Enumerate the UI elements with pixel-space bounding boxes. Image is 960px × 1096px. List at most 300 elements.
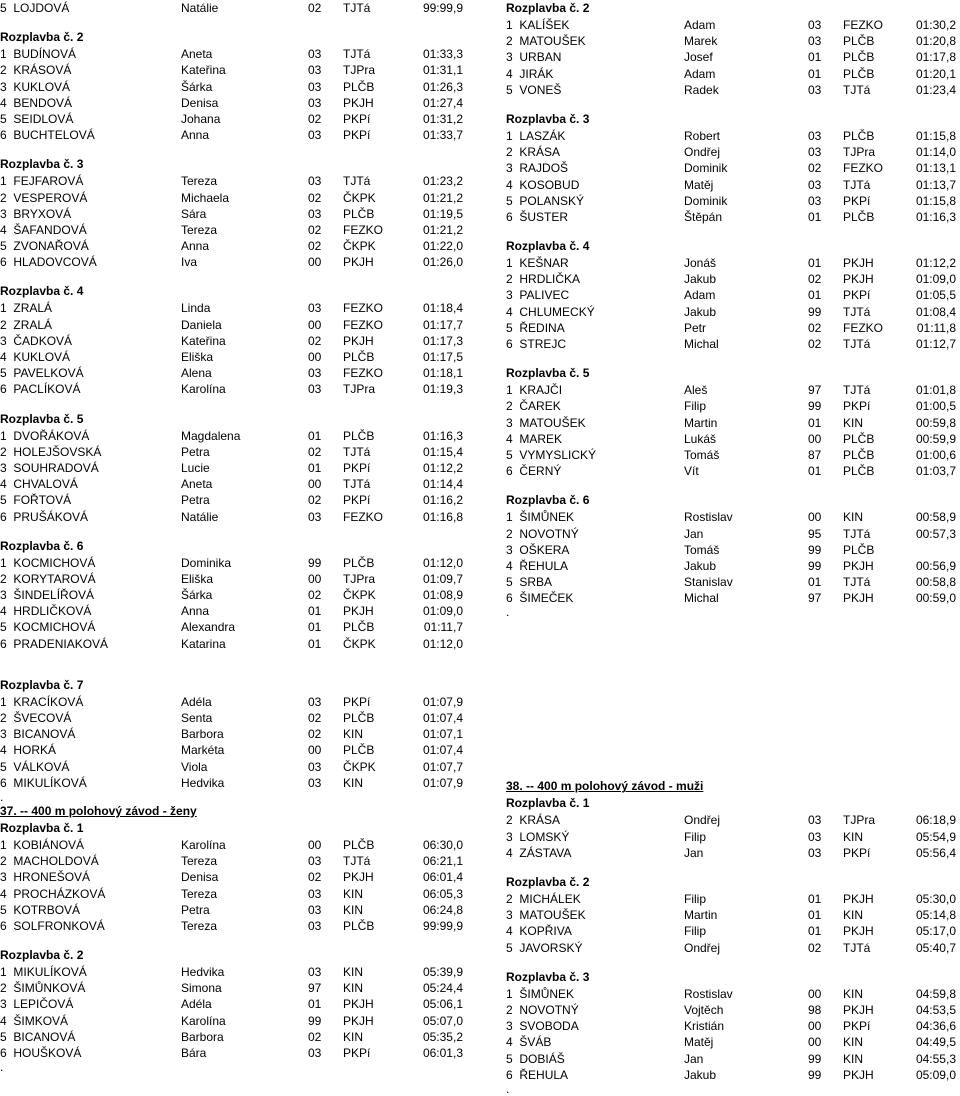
lane: 3 [506,288,513,303]
first-name: Ondřej [684,940,721,955]
separator-dot: . [0,1060,4,1075]
lane: 2 [0,190,7,205]
lane: 5 [0,493,7,508]
birth-year: 03 [808,18,822,32]
surname: LOJDOVÁ [13,1,70,15]
time: 05:39,9 [422,965,463,980]
lane-and-surname [0,333,72,349]
first-name: Filip [684,892,707,906]
heat-block [0,803,475,934]
club: PKJH [843,892,874,906]
time: 00:56,9 [915,558,956,573]
time: 01:05,5 [915,288,956,303]
club: PKPí [843,845,871,860]
lane: 3 [0,460,7,475]
surname: ZRALÁ [13,317,53,332]
result-row [506,907,956,923]
first-name: Jakub [684,304,717,319]
time: 05:54,9 [915,829,956,844]
birth-year: 01 [808,209,822,224]
result-row [506,209,956,225]
time: 00:57,3 [915,526,956,541]
surname: KALÍŠEK [519,18,570,32]
birth-year: 99 [808,542,822,557]
birth-year: 03 [308,902,322,917]
lane-and-surname [506,320,565,336]
lane: 2 [0,571,7,586]
result-row [0,710,475,726]
lane: 1 [0,837,7,852]
surname: ŠIMŮNKOVÁ [13,981,86,996]
result-row [506,128,956,144]
heat-block [0,156,475,270]
birth-year: 01 [808,66,822,81]
lane-and-surname [0,636,108,652]
surname: KRÁSA [519,145,561,160]
club: PLČB [843,34,875,49]
lane: 1 [0,428,7,443]
birth-year: 03 [808,813,822,828]
lane-and-surname [506,526,579,542]
club: ČKPK [343,190,376,205]
birth-year: 02 [308,239,322,254]
club: PLČB [343,555,375,570]
birth-year: 00 [308,477,322,492]
first-name: Jan [684,845,704,860]
lane: 1 [0,301,7,316]
club: PLČB [343,206,375,221]
birth-year: 02 [308,727,322,742]
time: 01:18,1 [422,366,463,381]
first-name: Bára [181,1046,207,1060]
result-row [506,17,956,33]
time: 01:17,5 [422,350,463,364]
lane-and-surname [506,382,562,398]
club: PLČB [343,350,375,364]
surname: JIRÁK [519,66,554,81]
lane-and-surname [506,1018,579,1034]
lane-and-surname [0,694,83,710]
heat-block [506,365,956,479]
club: ČKPK [343,759,376,774]
club: KIN [343,902,364,917]
club: KIN [343,1029,364,1044]
time: 05:09,0 [915,1067,956,1082]
club: PLČB [843,128,875,143]
lane-and-surname [506,398,561,414]
time: 01:16,3 [915,209,956,224]
club: PKJH [843,256,874,271]
time: 06:30,0 [422,837,463,852]
lane-and-surname [506,209,568,225]
lane-and-surname [0,444,101,460]
lane: 1 [0,174,7,189]
result-row [0,571,475,587]
lane: 1 [0,555,7,570]
lane: 2 [506,526,513,541]
club: TJPra [343,382,376,397]
surname: CHLUMECKÝ [519,304,595,319]
birth-year: 00 [308,350,322,364]
surname: BICANOVÁ [13,727,76,742]
first-name: Senta [181,711,213,725]
surname: NOVOTNÝ [519,526,579,541]
birth-year: 02 [808,320,822,335]
lane: 3 [0,870,7,885]
lane: 3 [0,333,7,348]
first-name: Anna [181,239,210,254]
first-name: Jonáš [684,256,717,271]
birth-year: 00 [808,431,822,446]
lane-and-surname [506,431,562,447]
result-row [506,447,956,463]
lane-and-surname [0,571,96,587]
result-row [506,845,956,861]
first-name: Rostislav [684,510,733,525]
first-name: Viola [181,759,208,774]
time: 01:12,7 [915,337,956,351]
lane-and-surname [0,79,70,95]
lane: 4 [0,350,7,364]
lane: 6 [0,382,7,397]
surname: KRÁSOVÁ [13,63,72,78]
club: TJTá [343,1,371,15]
lane: 4 [0,886,7,901]
time: 05:06,1 [422,997,463,1012]
lane: 6 [0,918,7,933]
surname: KUKLOVÁ [13,79,71,94]
surname: POLANSKÝ [519,193,585,208]
first-name: Denisa [181,95,219,110]
result-row [506,812,956,828]
first-name: Rostislav [684,986,733,1001]
lane-and-surname [0,555,95,571]
result-row [0,317,475,333]
birth-year: 01 [808,464,822,479]
time: 01:19,5 [422,206,463,221]
birth-year: 03 [308,382,322,397]
lane: 5 [0,1029,7,1044]
lane: 3 [0,997,7,1012]
time: 05:24,4 [422,981,463,996]
club: PKJH [843,1067,874,1082]
result-row [506,177,956,193]
birth-year: 01 [308,620,322,635]
lane: 4 [0,95,7,110]
surname: ČERNÝ [519,464,562,479]
club: PKJH [343,870,374,885]
birth-year: 03 [308,366,322,381]
time: 01:31,2 [422,111,463,126]
first-name: Adéla [181,694,212,709]
lane: 3 [506,829,513,844]
result-row [0,254,475,270]
first-name: Šárka [181,79,213,94]
first-name: Josef [684,50,713,65]
club: FEZKO [343,366,384,381]
heat-block [0,283,475,397]
result-row [506,33,956,49]
time: 00:59,9 [915,431,956,446]
lane: 3 [0,206,7,221]
result-row [0,694,475,710]
result-row [0,365,475,381]
club: PKPí [343,460,371,475]
time: 04:36,6 [915,1019,956,1034]
result-row [506,986,956,1002]
first-name: Markéta [181,743,225,758]
time: 01:16,3 [422,428,463,443]
time: 01:13,7 [915,177,956,192]
surname: VONEŠ [519,82,562,97]
result-row [0,206,475,222]
time: 05:17,0 [915,924,956,939]
birth-year: 00 [308,571,322,586]
time: 01:13,1 [915,161,956,176]
first-name: Robert [684,128,721,143]
first-name: Jan [684,1051,704,1066]
club: KIN [843,1035,864,1050]
heat-block [506,0,956,98]
heat-header: Rozplavba č. 3 [0,157,84,172]
club: KIN [843,510,864,525]
result-row [0,886,475,902]
birth-year: 01 [308,997,322,1012]
club: TJTá [343,174,371,189]
time: 01:12,2 [422,460,463,475]
time: 01:08,9 [422,588,463,603]
surname: BUCHTELOVÁ [13,128,95,143]
surname: HOLEJŠOVSKÁ [13,444,102,459]
club: PKPí [343,493,371,508]
birth-year: 03 [308,206,322,221]
first-name: Barbora [181,1029,224,1044]
result-row [0,964,475,980]
club: PKPí [843,1019,871,1034]
club: PLČB [343,79,375,94]
first-name: Linda [181,301,211,316]
club: KIN [343,886,364,901]
birth-year: 01 [808,256,822,271]
time: 01:22,0 [422,239,463,254]
birth-year: 97 [808,383,822,398]
first-name: Ondřej [684,145,721,160]
lane-and-surname [506,891,581,907]
result-row [0,127,475,143]
lane-and-surname [506,542,569,558]
surname: ŘEDINA [519,320,565,335]
lane: 6 [0,636,7,651]
lane-and-surname [0,365,84,381]
lane: 4 [0,743,7,758]
time: 06:01,3 [422,1046,463,1060]
lane-and-surname [0,603,91,619]
time: 05:40,7 [915,940,956,955]
time: 01:26,3 [422,79,463,94]
club: PLČB [343,620,375,635]
birth-year: 02 [308,333,322,348]
birth-year: 01 [308,636,322,651]
surname: ŠVÁB [519,1035,552,1050]
lane-and-surname [506,177,579,193]
heat-block [506,874,956,956]
lane: 4 [506,304,513,319]
lane: 2 [0,444,7,459]
result-row [0,460,475,476]
first-name: Kristián [684,1019,725,1034]
surname: ŠIMEČEK [519,591,574,606]
lane-and-surname [506,287,569,303]
surname: OŠKERA [519,542,570,557]
lane: 1 [506,510,513,525]
result-row [0,918,475,934]
surname: JAVORSKÝ [519,940,583,955]
heat-block [0,0,475,16]
time: 06:18,9 [915,813,956,828]
birth-year: 03 [308,95,322,110]
result-row [0,996,475,1012]
club: PKPí [343,128,371,143]
club: TJPra [343,63,376,78]
first-name: Eliška [181,350,214,364]
birth-year: 03 [808,34,822,49]
first-name: Adam [684,66,716,81]
surname: FOŘTOVÁ [13,493,72,508]
lane: 1 [506,256,513,271]
time: 05:30,0 [915,892,956,906]
club: PLČB [843,447,875,462]
first-name: Tereza [181,918,218,933]
club: FEZKO [343,317,384,332]
first-name: Michal [684,337,719,351]
first-name: Tereza [181,174,218,189]
result-row [506,336,956,352]
club: PLČB [843,50,875,65]
first-name: Petra [181,902,210,917]
heat-block [0,411,475,525]
time: 01:18,4 [422,301,463,316]
club: FEZKO [343,301,384,316]
result-row [0,759,475,775]
birth-year: 03 [808,193,822,208]
surname: KOTRBOVÁ [13,902,81,917]
birth-year: 03 [808,177,822,192]
first-name: Hedvika [181,775,225,790]
birth-year: 01 [308,428,322,443]
result-row [0,1029,475,1045]
lane: 6 [506,209,513,224]
lane: 5 [506,82,513,97]
time: 01:07,9 [422,775,463,790]
result-row [506,1018,956,1034]
club: PKJH [343,333,374,348]
time: 04:59,8 [915,986,956,1001]
time: 01:11,7 [423,620,463,635]
lane: 3 [506,908,513,923]
club: TJTá [843,82,871,97]
surname: ŘEHULA [519,1067,569,1082]
club: PKJH [343,255,374,270]
heat-block [506,969,956,1095]
heat-block [506,778,956,861]
separator-dot: . [506,605,510,620]
lane-and-surname [506,1051,565,1067]
lane: 4 [506,924,513,939]
surname: KUKLOVÁ [13,350,71,364]
time: 01:09,0 [422,604,463,619]
lane-and-surname [0,46,76,62]
club: PKPí [843,288,871,303]
club: PKPí [843,193,871,208]
time: 99:99,9 [422,1,463,15]
lane-and-surname [506,590,573,606]
heat-header: Rozplavba č. 6 [506,493,590,508]
lane: 5 [0,366,7,381]
heat-header: Rozplavba č. 1 [0,820,84,835]
lane-and-surname [0,254,97,270]
lane-and-surname [506,463,561,479]
lane-and-surname [506,447,596,463]
club: PLČB [843,542,875,557]
surname: KOCMICHOVÁ [13,620,96,635]
club: TJTá [843,304,871,319]
lane: 4 [0,604,7,619]
left-results-column [0,0,475,1073]
first-name: Adam [684,288,716,303]
club: PLČB [343,428,375,443]
result-row [0,381,475,397]
lane-and-surname [506,304,595,320]
lane: 5 [506,447,513,462]
club: PKPí [343,694,371,709]
time: 01:17,7 [422,317,463,332]
club: PLČB [843,464,875,479]
birth-year: 99 [308,1013,322,1028]
surname: SVOBODA [519,1019,579,1034]
time: 01:07,9 [422,694,463,709]
club: KIN [343,775,364,790]
lane: 1 [0,47,7,62]
lane-and-surname [506,144,560,160]
result-row [0,428,475,444]
surname: VÁLKOVÁ [13,759,70,774]
lane-and-surname [506,82,561,98]
lane-and-surname [506,415,586,431]
heat-header: Rozplavba č. 1 [506,796,590,811]
lane: 2 [506,813,513,828]
lane-and-surname [0,95,72,111]
result-row [506,271,956,287]
club: TJTá [843,383,871,398]
time: 01:00,6 [915,447,956,462]
birth-year: 03 [308,128,322,143]
surname: KOSOBUD [519,177,580,192]
lane: 1 [506,383,513,398]
lane-and-surname [0,1045,81,1061]
result-row [506,526,956,542]
club: PKJH [343,1013,374,1028]
time: 01:08,4 [915,304,956,319]
lane-and-surname [0,902,80,918]
first-name: Martin [684,415,718,430]
result-row [0,238,475,254]
time: 01:21,2 [422,222,463,237]
surname: MATOUŠEK [519,415,586,430]
lane-and-surname [0,964,87,980]
surname: FEJFAROVÁ [13,174,84,189]
surname: MACHOLDOVÁ [13,854,99,869]
time: 01:20,8 [915,34,956,49]
